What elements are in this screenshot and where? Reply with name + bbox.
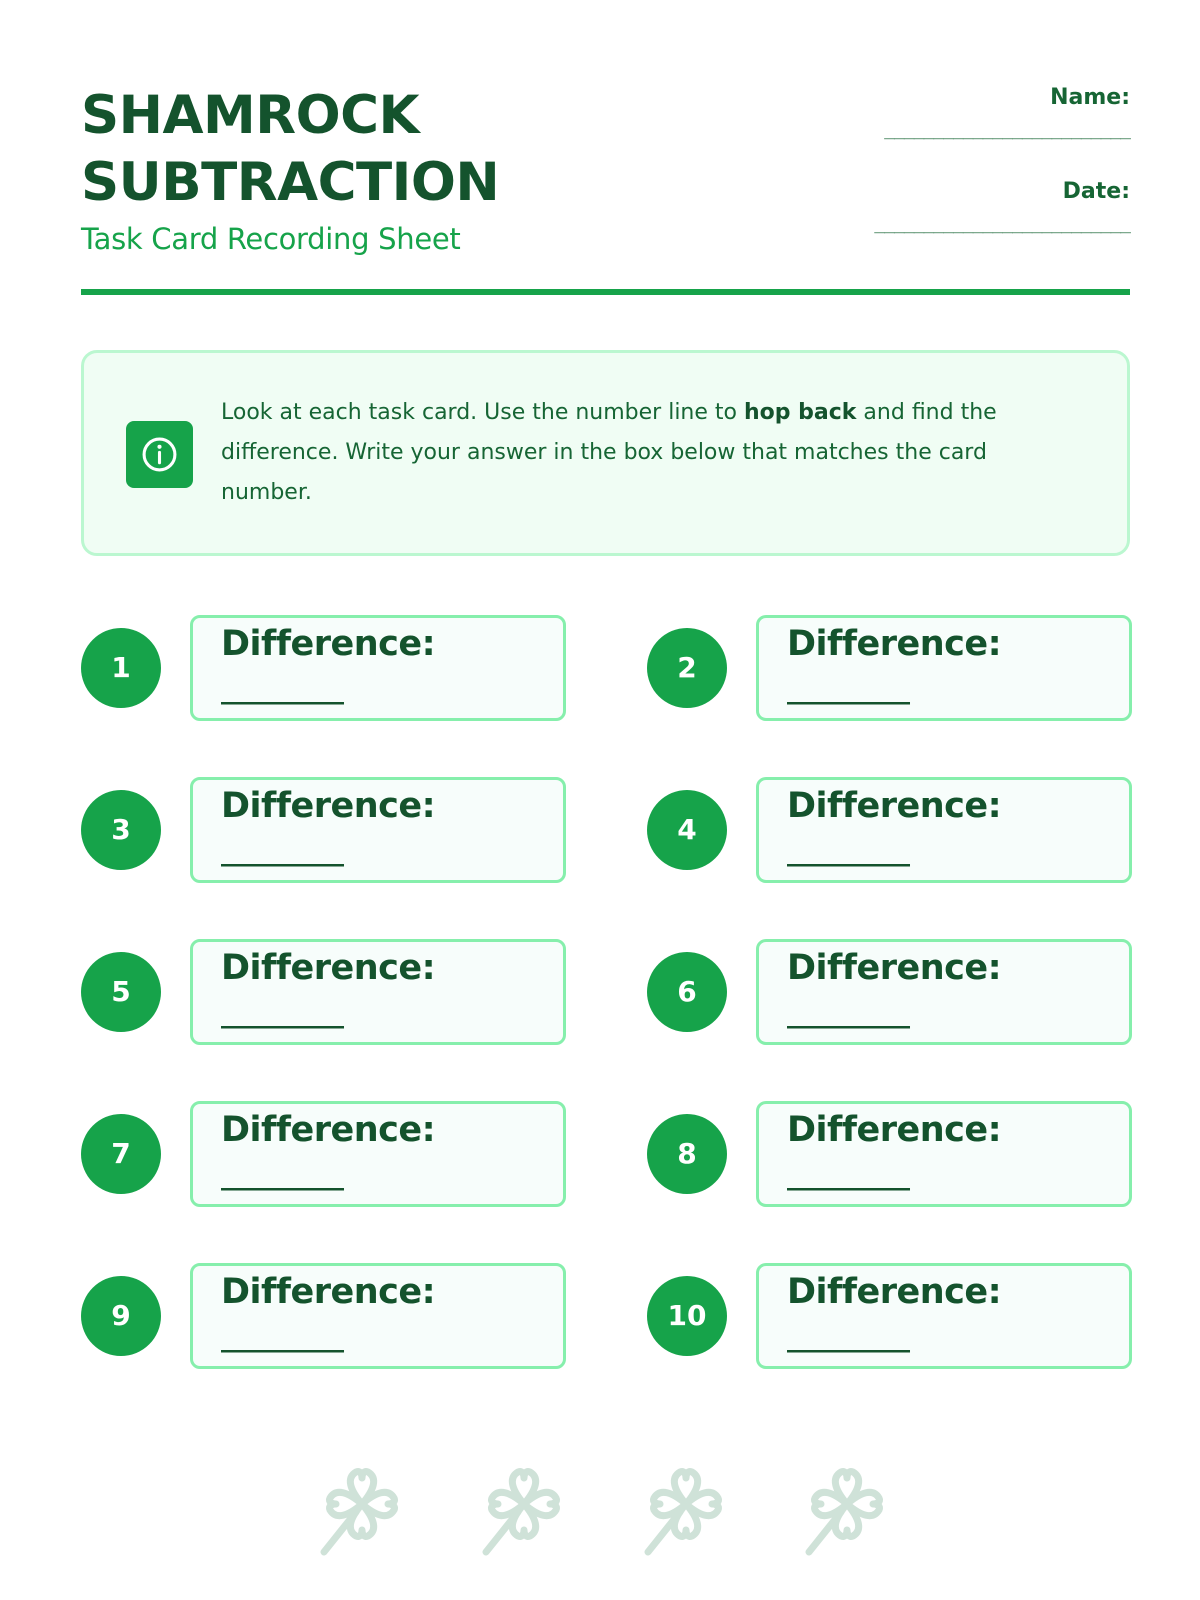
answer-card xyxy=(647,939,1173,1049)
answer-blank[interactable]: ________ xyxy=(787,1160,910,1191)
name-label: Name: xyxy=(1050,85,1130,110)
card-number-badge: 7 xyxy=(81,1114,161,1194)
answer-card xyxy=(647,1101,1173,1211)
clover-icon xyxy=(312,1460,412,1560)
answer-box[interactable] xyxy=(756,939,1132,1045)
instructions-text-bold: hop back xyxy=(743,400,857,425)
card-number-badge: 3 xyxy=(81,790,161,870)
difference-label: Difference: xyxy=(787,624,1002,664)
difference-label: Difference: xyxy=(787,948,1002,988)
card-number-badge: 2 xyxy=(647,628,727,708)
answer-blank[interactable]: ________ xyxy=(787,1322,910,1353)
answer-box[interactable] xyxy=(756,615,1132,721)
instructions-box xyxy=(81,350,1130,556)
answer-blank[interactable]: ________ xyxy=(787,998,910,1029)
answer-blank[interactable]: ________ xyxy=(787,674,910,705)
answer-card xyxy=(647,615,1173,725)
card-number-badge: 6 xyxy=(647,952,727,1032)
instructions-text-start: Look at each task card. Use the number line to xyxy=(221,400,744,425)
card-number-badge: 9 xyxy=(81,1276,161,1356)
difference-label: Difference: xyxy=(221,1272,436,1312)
difference-label: Difference: xyxy=(787,1110,1002,1150)
answer-card xyxy=(81,1101,607,1211)
answer-blank[interactable]: ________ xyxy=(221,998,344,1029)
answer-box[interactable] xyxy=(190,1263,566,1369)
answer-box[interactable] xyxy=(756,777,1132,883)
answer-blank[interactable]: ________ xyxy=(221,1322,344,1353)
answer-box[interactable] xyxy=(190,1101,566,1207)
answer-card xyxy=(81,1263,607,1373)
date-blank[interactable]: __________________________ xyxy=(874,213,1130,234)
difference-label: Difference: xyxy=(221,948,436,988)
answer-box[interactable] xyxy=(190,939,566,1045)
header-divider xyxy=(81,289,1130,295)
instructions-text xyxy=(221,393,1081,513)
worksheet-header xyxy=(81,82,1130,256)
difference-label: Difference: xyxy=(221,786,436,826)
answer-card xyxy=(81,615,607,725)
difference-label: Difference: xyxy=(787,1272,1002,1312)
answer-card xyxy=(81,939,607,1049)
answer-box[interactable] xyxy=(190,615,566,721)
student-info xyxy=(730,82,1130,270)
card-number-badge: 5 xyxy=(81,952,161,1032)
subtitle: Task Card Recording Sheet xyxy=(81,222,461,256)
answer-blank[interactable]: ________ xyxy=(221,674,344,705)
title-line-1: SHAMROCK xyxy=(81,85,420,146)
clover-icon xyxy=(636,1460,736,1560)
answer-card xyxy=(81,777,607,887)
card-number-badge: 10 xyxy=(647,1276,727,1356)
answer-card xyxy=(647,777,1173,887)
difference-label: Difference: xyxy=(787,786,1002,826)
clover-icon xyxy=(474,1460,574,1560)
answer-box[interactable] xyxy=(756,1263,1132,1369)
answer-blank[interactable]: ________ xyxy=(221,1160,344,1191)
answer-box[interactable] xyxy=(756,1101,1132,1207)
title-line-2: SUBTRACTION xyxy=(81,152,500,213)
difference-label: Difference: xyxy=(221,1110,436,1150)
answer-box[interactable] xyxy=(190,777,566,883)
clover-icon xyxy=(797,1460,897,1560)
answer-blank[interactable]: ________ xyxy=(221,836,344,867)
card-number-badge: 8 xyxy=(647,1114,727,1194)
difference-label: Difference: xyxy=(221,624,436,664)
answer-blank[interactable]: ________ xyxy=(787,836,910,867)
name-blank[interactable]: _________________________ xyxy=(884,119,1130,140)
answer-card xyxy=(647,1263,1173,1373)
info-icon xyxy=(126,421,193,488)
card-number-badge: 1 xyxy=(81,628,161,708)
instructions-text-end: and find the difference. Write your answer in the box below that matches the card number. xyxy=(221,400,997,505)
date-label: Date: xyxy=(1062,179,1130,204)
card-number-badge: 4 xyxy=(647,790,727,870)
